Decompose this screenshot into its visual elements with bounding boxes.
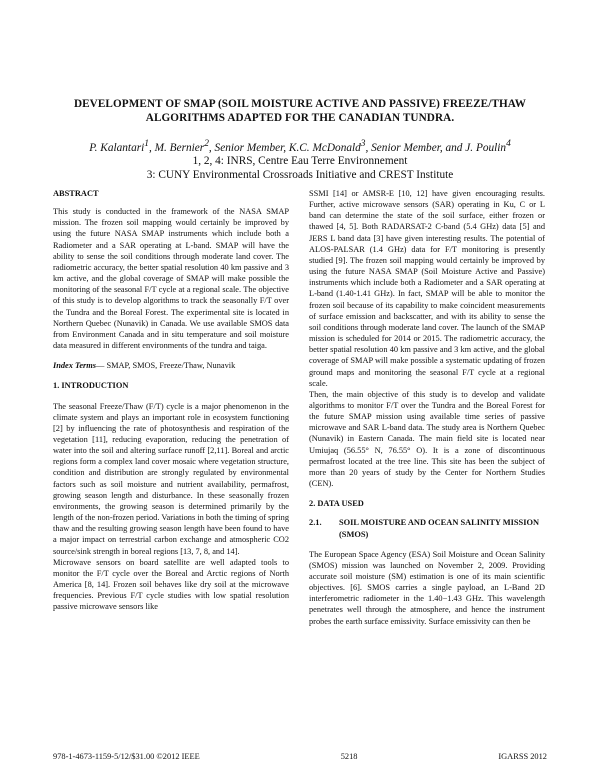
smos-subheading-title: SOIL MOISTURE AND OCEAN SALINITY MISSION (SMOS) xyxy=(339,518,540,539)
author-names: P. Kalantari$^1$, M. Bernier$^2$, Senior Member, K.C. McDonald$^3$, Senior Member, and J. Poulin$^4$ xyxy=(89,139,511,154)
affiliation-1: 1, 2, 4: INRS, Centre Eau Terre Environnement xyxy=(192,155,408,168)
abstract-text: This study is conducted in the framework of the NASA SMAP mission. The frozen soil mapping would certainly be improved by using the future NASA SMAP instruments which include both a Radiometer and a SAR operating at L-band. SMAP will have the ability to sense the soil conditions through moderate land cover. The radiometric accuracy, the better spatial resolution 40 km passive and 3 km active, and the global coverage of SMAP will make possible the monitoring of the seasonal F/T cycle at a regional scale. The objective of this study is to develop algorithms to track the seasonally F/T over the Tundra and the Boreal Forest. The experimental site is located in Northern Quebec (Nunavik) in Canada. We use available SMOS data from Environment Canada and in situ temperature and soil moisture data measured in different environments of the tundra and taiga. xyxy=(53,207,289,351)
abstract-heading: ABSTRACT xyxy=(53,189,99,198)
index-terms-label: Index Terms xyxy=(53,361,97,371)
introduction-paragraph-2: Microwave sensors on board satellite are well adapted tools to monitor the F/T cycle over the Boreal and Arctic regions of North America [8, 14]. Frozen soil behaves like dry soil at the microwave frequencies. Previous F/T cycle studies with low spatial resolution passive microwave sensors like xyxy=(53,557,289,612)
smos-subheading-number: 2.1. xyxy=(309,518,322,528)
paper-title: DEVELOPMENT OF SMAP (SOIL MOISTURE ACTIVE AND PASSIVE) FREEZE/THAW ALGORITHMS ADAPTED FOR THE CANADIAN TUNDRA. xyxy=(73,98,527,124)
introduction-heading: 1. INTRODUCTION xyxy=(53,381,129,391)
left-column xyxy=(53,188,289,612)
author-block xyxy=(20,138,580,182)
introduction-paragraph-3: SSMI [14] or AMSR-E [10, 12] have given encouraging results. Further, active microwave sensors (SAR) operating in Ku, C or L band can determine the state of the soil surface, either frozen or thawed [4, 5]. Both RADARSAT-2 C-band (5.4 GHz) data [5] and JERS L band data [3] have given interesting results. The potential of ALOS-PALSAR (1.4 GHz) data for F/T monitoring is presently studied [9]. The frozen soil mapping would certainly be improved by using the future NASA SMAP (Soil Moisture Active and Passive) instruments which include both a Radiometer and a SAR operating at L-band (1.40-1.41 GHz). In fact, SMAP will be able to monitor the frozen soil because of its capability to make coincident measurements of surface emission and backscatter, and with its ability to sense the soil conditions through moderate land cover. The launch of the SMAP mission is scheduled for 2014 or 2015. The radiometric accuracy, the better spatial resolution 40 km passive and 3 km active, and the global coverage of SMAP will make possible a systematic updating of frozen ground maps and monitoring the seasonal F/T cycle at a regional scale. xyxy=(309,189,545,388)
index-terms-values: — SMAP, SMOS, Freeze/Thaw, Nunavik xyxy=(96,361,236,371)
footer-page-number: 5218 xyxy=(340,752,358,761)
affiliation-2: 3: CUNY Environmental Crossroads Initiative and CREST Institute xyxy=(146,168,454,181)
index-terms xyxy=(53,360,289,371)
footer-copyright: 978-1-4673-1159-5/12/$31.00 ©2012 IEEE xyxy=(53,752,200,761)
introduction-paragraph-1: The seasonal Freeze/Thaw (F/T) cycle is a major phenomenon in the climate system and plays an important role in ecosystem functioning [2] by influencing the rate of photosynthesis and respiration of the vegetation [11], reducing evaporation, reducing the penetration of water into the soil and altering surface runoff [2,11]. Boreal and arctic regions form a complex land cover mosaic where vegetation structure, condition and distribution are strongly regulated by environmental factors such as soil moisture and nutrient availability, permafrost, growing season length and disturbance. In these seasonally frozen environments, the growing season is determined primarily by the length of the non-frozen period. Variations in both the timing of spring thaw and the resulting growing season length have been found to have a major impact on terrestrial carbon exchange and atmospheric CO2 source/sink strength in boreal regions [13, 7, 8, and 14]. xyxy=(53,401,289,556)
smos-paragraph: The European Space Agency (ESA) Soil Moisture and Ocean Salinity (SMOS) mission was launched on November 2, 2009. Providing accurate soil moisture (SM) estimation is one of its main scientific objectives. [6]. SMOS carries a single payload, an L-Band 2D interferometric radiometer in the 1.40−1.43 GHz. This wavelength penetrates well through the atmosphere, and hence the instrument probes the earth surface emissivity. Surface emissivity can then be xyxy=(309,549,545,626)
footer-conference: IGARSS 2012 xyxy=(498,752,547,761)
smos-subheading xyxy=(309,517,545,539)
page-footer xyxy=(53,752,547,761)
right-column xyxy=(309,188,545,627)
introduction-paragraph-4: Then, the main objective of this study is to develop and validate algorithms to monitor F/T over the Tundra and the Boreal Forest for the future SMAP mission using available time series of passive microwave and SAR L-band data. The study area is Northern Quebec (Nunavik) in Eastern Canada. The main field site is located near Umiujaq (56.55° N, 76.55° O). It is a zone of discontinuous permafrost located at the tree line. This site has been the subject of more than 20 years of study by the Center for Northern Studies (CEN). xyxy=(309,389,545,489)
data-used-heading: 2. DATA USED xyxy=(309,499,364,509)
